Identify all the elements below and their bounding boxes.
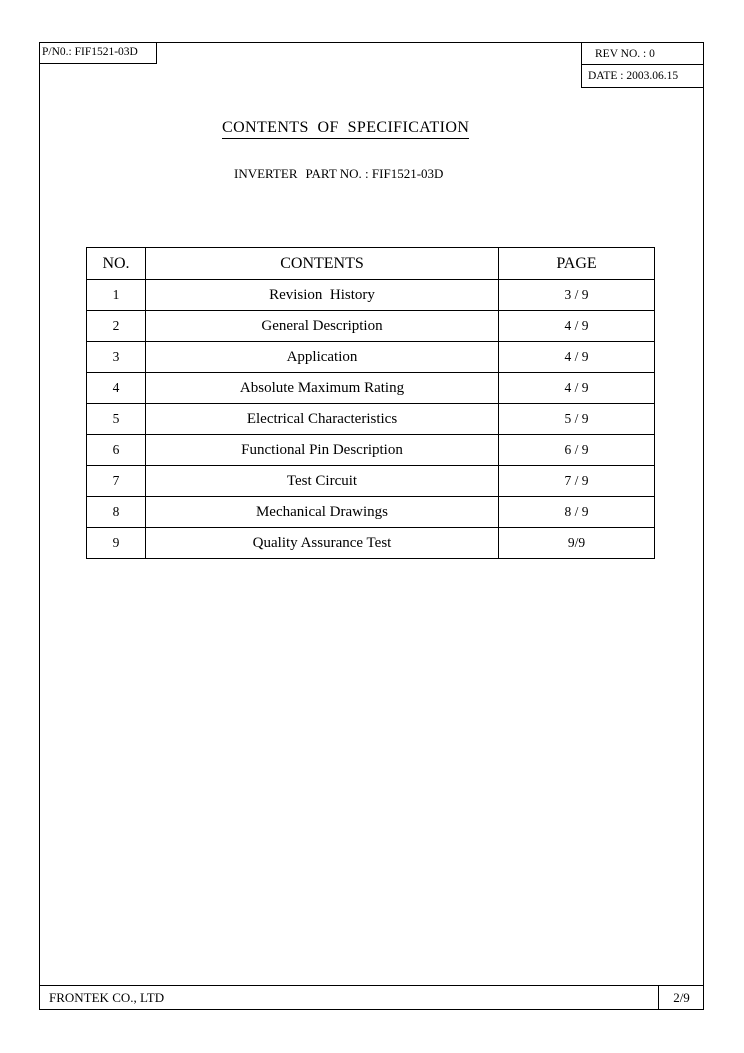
row-number: 7 (87, 466, 146, 497)
table-row (87, 404, 655, 435)
table-body (87, 280, 655, 559)
row-number: 1 (87, 280, 146, 311)
row-number: 5 (87, 404, 146, 435)
part-number-box (39, 42, 157, 64)
contents-table (86, 247, 655, 559)
subtitle-part-number: PART NO. : FIF1521-03D (305, 166, 444, 181)
table-row (87, 280, 655, 311)
row-page: 8 / 9 (499, 497, 655, 528)
table-row (87, 373, 655, 404)
row-page: 7 / 9 (499, 466, 655, 497)
table-header-row (87, 248, 655, 280)
subtitle (234, 166, 443, 182)
header-no: NO. (87, 248, 146, 280)
row-title: Revision History (146, 280, 499, 311)
row-number: 4 (87, 373, 146, 404)
revision-date: DATE : 2003.06.15 (588, 70, 679, 82)
row-title: Mechanical Drawings (146, 497, 499, 528)
row-page: 4 / 9 (499, 342, 655, 373)
row-page: 6 / 9 (499, 435, 655, 466)
row-title: Functional Pin Description (146, 435, 499, 466)
row-page: 5 / 9 (499, 404, 655, 435)
row-title: Electrical Characteristics (146, 404, 499, 435)
row-title: Quality Assurance Test (146, 528, 499, 559)
table-row (87, 466, 655, 497)
subtitle-label: INVERTER (234, 166, 298, 181)
row-page: 4 / 9 (499, 373, 655, 404)
row-title: Application (146, 342, 499, 373)
row-number: 8 (87, 497, 146, 528)
company-name: FRONTEK CO., LTD (49, 990, 165, 1005)
row-number: 2 (87, 311, 146, 342)
row-title: Test Circuit (146, 466, 499, 497)
revision-number: REV NO. : 0 (582, 42, 704, 65)
row-page: 9/9 (499, 528, 655, 559)
header-page: PAGE (499, 248, 655, 280)
row-title: General Description (146, 311, 499, 342)
table-row (87, 528, 655, 559)
header-contents: CONTENTS (146, 248, 499, 280)
part-number-label: P/N0.: FIF1521-03D (42, 46, 138, 58)
row-number: 3 (87, 342, 146, 373)
table-row (87, 311, 655, 342)
table-row (87, 497, 655, 528)
table-row (87, 435, 655, 466)
footer (39, 985, 704, 1010)
row-number: 9 (87, 528, 146, 559)
table-row (87, 342, 655, 373)
row-page: 3 / 9 (499, 280, 655, 311)
page-number: 2/9 (658, 986, 704, 1010)
row-page: 4 / 9 (499, 311, 655, 342)
document-title: CONTENTS OF SPECIFICATION (222, 118, 469, 139)
row-title: Absolute Maximum Rating (146, 373, 499, 404)
revision-box (581, 42, 704, 88)
row-number: 6 (87, 435, 146, 466)
